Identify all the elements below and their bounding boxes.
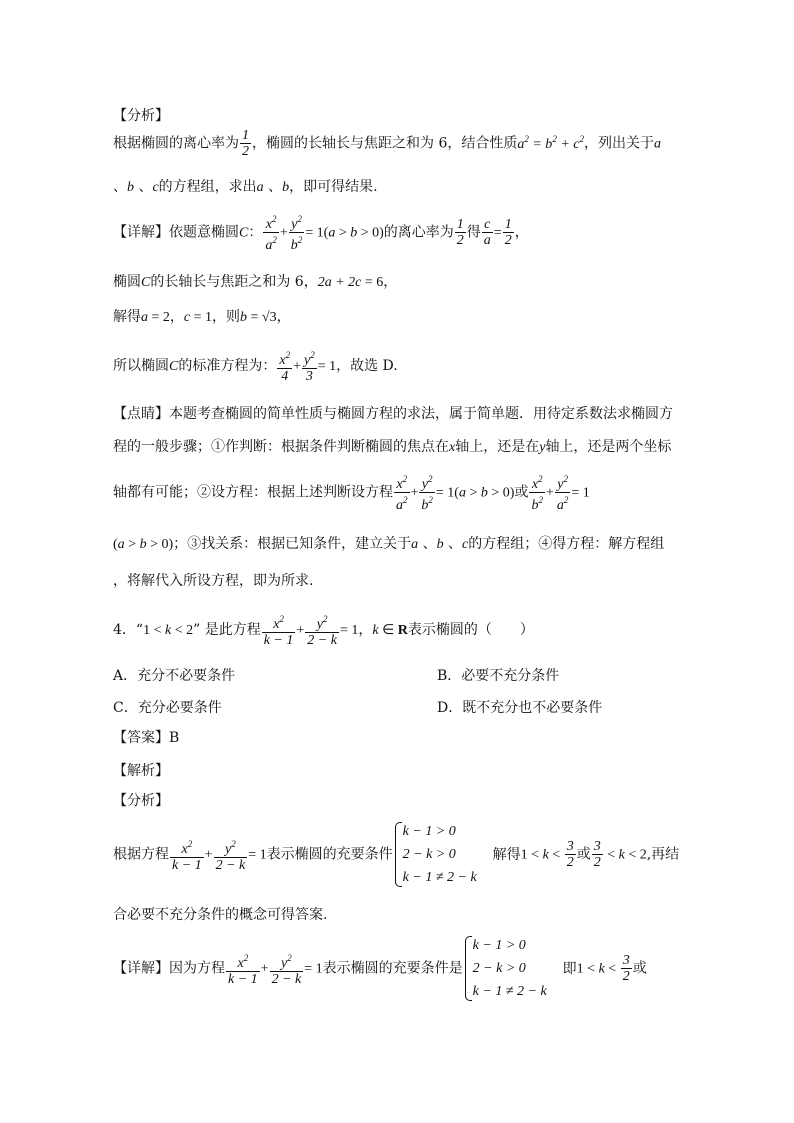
insight-line-2: 程的一般步骤；①作判断：根据条件判断椭圆的焦点在x轴上，还是在y轴上，还是两个坐标 <box>113 439 672 455</box>
option-b[interactable]: B．必要不充分条件 <box>437 668 560 684</box>
analysis-line-1: 根据椭圆的离心率为 $\frac{1}{2}$ ，椭圆的长轴长与焦距之和为 6，结合性质$a^2 = b^2 + c^2$，列出关于a <box>113 128 661 159</box>
answer-line: 【答案】B <box>113 730 180 746</box>
explanation-heading: 【解析】 <box>113 763 169 779</box>
analysis-heading-2: 【分析】 <box>113 793 169 809</box>
detail-line-4: 所以椭圆C的标准方程为： $\frac{x^2}{4}$ + $\frac{y^2}{3}$ = 1，故选 D. <box>113 350 398 384</box>
insight-line-3: 轴都有可能；②设方程：根据上述判断设方程 $\frac{x^2}{a^2}$ + $\frac{y^2}{b^2}$ = 1(a > b > 0)或 $\frac{x^2}{b^2}$ + $\frac{y^2}{a^2}$ = 1 <box>113 474 590 513</box>
condition-brace-2: k − 1 > 0 2 − k > 0 k − 1 ≠ 2 − k <box>463 934 547 1003</box>
condition-brace: k − 1 > 0 2 − k > 0 k − 1 ≠ 2 − k <box>393 820 477 889</box>
q4-detail-line-1: 【详解】因为方程 $\frac{x^2}{k - 1}$ + $\frac{y^2}{2 - k}$ = 1表示椭圆的充要条件是 k − 1 > 0 2 − k > 0 k − 1 ≠ 2 − k 即1 < k < $\frac{3}{2}$ 或 <box>113 934 647 1003</box>
q4-analysis-line-2: 合必要不充分条件的概念可得答案. <box>113 907 328 923</box>
fraction-one-half: $\frac{1}{2}$ <box>242 128 249 159</box>
question-4-stem: 4．“1 < k < 2” 是此方程 $\frac{x^2}{k - 1}$ + $\frac{y^2}{2 - k}$ = 1，k ∈ R表示椭圆的（ ） <box>113 614 534 648</box>
option-a[interactable]: A．充分不必要条件 <box>113 668 236 684</box>
insight-line-5: ，将解代入所设方程，即为所求. <box>113 573 314 589</box>
option-d[interactable]: D．既不充分也不必要条件 <box>437 700 603 716</box>
q4-analysis-line-1: 根据方程 $\frac{x^2}{k - 1}$ + $\frac{y^2}{2 - k}$ = 1表示椭圆的充要条件 k − 1 > 0 2 − k > 0 k − 1 ≠ 2 − k 解得1 < k < $\frac{3}{2}$ 或 $\frac{3}{2}$ < k < 2,再结 <box>113 820 679 889</box>
analysis-heading: 【分析】 <box>113 108 169 124</box>
insight-line-1: 【点睛】本题考查椭圆的简单性质与椭圆方程的求法，属于简单题．用待定系数法求椭圆方 <box>113 406 673 422</box>
insight-heading: 【点睛】 <box>113 406 169 422</box>
detail-heading: 【详解】 <box>113 224 169 241</box>
detail-line-2: 椭圆C的长轴长与焦距之和为 6，2a + 2c = 6， <box>113 274 398 290</box>
detail-line-3: 解得a = 2，c = 1，则b = √3， <box>113 309 291 325</box>
analysis-line-2: 、b 、c的方程组，求出a 、b，即可得结果. <box>113 179 378 195</box>
option-c[interactable]: C．充分必要条件 <box>113 700 222 716</box>
detail-line-1: 【详解】依题意椭圆C： $\frac{x^2}{a^2}$ + $\frac{y^2}{b^2}$ = 1(a > b > 0)的离心率为 $\frac{1}{2}$ 得 $\frac{c}{a}$ = $\frac{1}{2}$ ， <box>113 214 529 253</box>
detail-heading-2: 【详解】 <box>113 960 169 977</box>
insight-line-4: (a > b > 0)；③找关系：根据已知条件，建立关于a 、b 、c的方程组；④得方程：解方程组 <box>113 536 665 552</box>
